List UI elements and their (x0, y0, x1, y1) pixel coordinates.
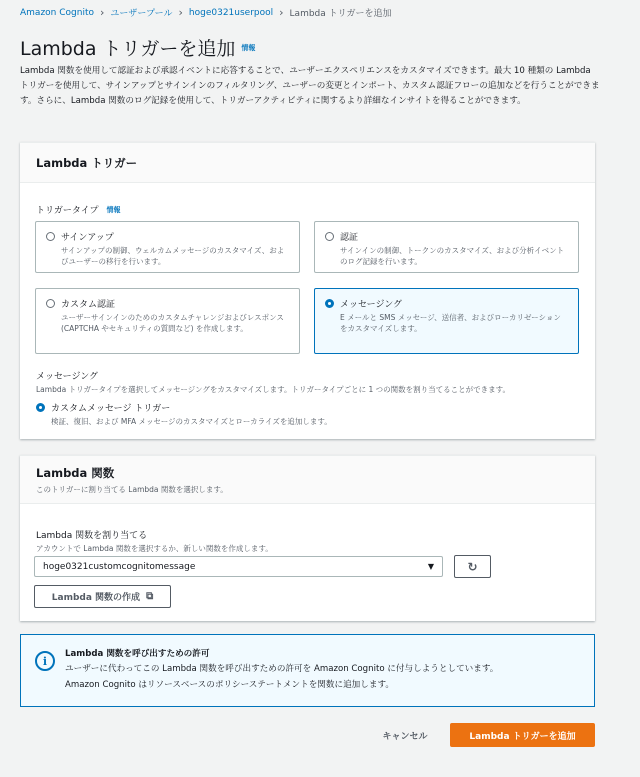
breadcrumb (20, 6, 392, 19)
tile-custom-auth-desc: ユーザーサインインのためのカスタムチャレンジおよびレスポンス (CAPTCHA やセキュリティの質問など) を作成します。 (61, 313, 284, 333)
tile-auth-desc: サインインの制御、トークンのカスタマイズ、および分析イベントのログ記録を行います。 (340, 246, 565, 266)
info-icon: i (35, 651, 55, 671)
permission-alert (20, 634, 595, 707)
create-function-label: Lambda 関数の作成 (51, 593, 141, 603)
refresh-button[interactable] (454, 555, 491, 578)
custom-message-label: カスタムメッセージ トリガー (51, 404, 171, 414)
trigger-card (20, 142, 595, 439)
tile-messaging-desc: E メールと SMS メッセージ、送信者、およびローカリゼーションをカスタマイズします。 (340, 313, 561, 333)
chevron-right-icon: › (178, 6, 183, 19)
create-function-button[interactable] (34, 585, 171, 608)
function-card-subtitle: このトリガーに割り当てる Lambda 関数を選択します。 (36, 484, 228, 494)
assign-label: Lambda 関数を割り当てる (36, 531, 148, 541)
custom-message-option[interactable] (36, 401, 510, 414)
trigger-type-label: トリガータイプ (36, 206, 99, 216)
external-link-icon: ⧉ (146, 591, 154, 602)
breadcrumb-user-pools[interactable]: ユーザープール (110, 9, 173, 19)
messaging-section (36, 369, 510, 427)
tile-custom-auth[interactable] (35, 288, 300, 354)
tile-messaging[interactable] (314, 288, 579, 354)
alert-title: Lambda 関数を呼び出すための許可 (65, 649, 210, 659)
function-card-header (20, 456, 595, 504)
breadcrumb-cognito[interactable]: Amazon Cognito (20, 7, 94, 18)
chevron-right-icon: › (279, 6, 284, 19)
lambda-function-select[interactable] (34, 556, 443, 577)
page-info-link[interactable]: 情報 (241, 43, 256, 52)
messaging-label: メッセージング (36, 372, 99, 382)
function-card (20, 455, 595, 621)
radio-messaging[interactable] (325, 299, 334, 308)
radio-custom-auth[interactable] (46, 299, 55, 308)
tile-signup-desc: サインアップの制御、ウェルカムメッセージのカスタマイズ、およびユーザーの移行を行います。 (61, 246, 285, 266)
breadcrumb-userpool[interactable]: hoge0321userpool (188, 7, 274, 18)
caret-down-icon: ▼ (427, 562, 434, 571)
tile-custom-auth-label: カスタム認証 (61, 300, 116, 310)
add-trigger-button[interactable]: Lambda トリガーを追加 (450, 723, 595, 747)
function-card-title: Lambda 関数 (36, 465, 115, 480)
trigger-type-label-row (36, 203, 120, 216)
trigger-card-title: Lambda トリガー (36, 155, 138, 170)
page-description: Lambda 関数を使用して認証および承認イベントに応答することで、ユーザーエクスペリエンスをカスタマイズできます。最大 10 種類の Lambda トリガーを使用して、サインアップとサインインのフィルタリング、ユーザーの変更とインポート、カスタム認証フローの追加などを行うことができます。さらに、Lambda 関数のログ記録を使用して、トリガーアクティビティに関するより詳細なインサイトを得ることができます。 (20, 66, 600, 106)
breadcrumb-current: Lambda トリガーを追加 (289, 9, 392, 19)
trigger-type-info-link[interactable]: 情報 (106, 205, 121, 214)
radio-signup[interactable] (46, 232, 55, 241)
assign-desc: アカウントで Lambda 関数を選択するか、新しい関数を作成します。 (36, 544, 273, 553)
tile-messaging-label: メッセージング (340, 300, 403, 310)
tile-signup[interactable] (35, 221, 300, 273)
assign-section (36, 528, 273, 554)
page-header (20, 34, 255, 61)
tile-auth-label: 認証 (340, 233, 359, 243)
tile-signup-label: サインアップ (61, 233, 114, 243)
refresh-icon: ↻ (467, 559, 478, 574)
chevron-right-icon: › (99, 6, 105, 19)
alert-line-2: Amazon Cognito はリソースベースのポリシーステートメントを関数に追加します。 (65, 680, 394, 690)
radio-custom-message[interactable] (36, 403, 45, 412)
lambda-function-value: hoge0321customcognitomessage (43, 561, 196, 572)
messaging-desc: Lambda トリガータイプを選択してメッセージングをカスタマイズします。トリガータイプごとに 1 つの関数を割り当てることができます。 (36, 385, 511, 394)
page-title: Lambda トリガーを追加 (20, 38, 236, 60)
alert-line-1: ユーザーに代わってこの Lambda 関数を呼び出すための許可を Amazon Cognito に付与しようとしています。 (65, 664, 499, 674)
tile-auth[interactable] (314, 221, 579, 273)
cancel-button[interactable]: キャンセル (382, 731, 428, 742)
radio-auth[interactable] (325, 232, 334, 241)
trigger-card-header (20, 143, 595, 183)
custom-message-desc: 検証、復旧、および MFA メッセージのカスタマイズとローカライズを追加します。 (51, 417, 332, 426)
